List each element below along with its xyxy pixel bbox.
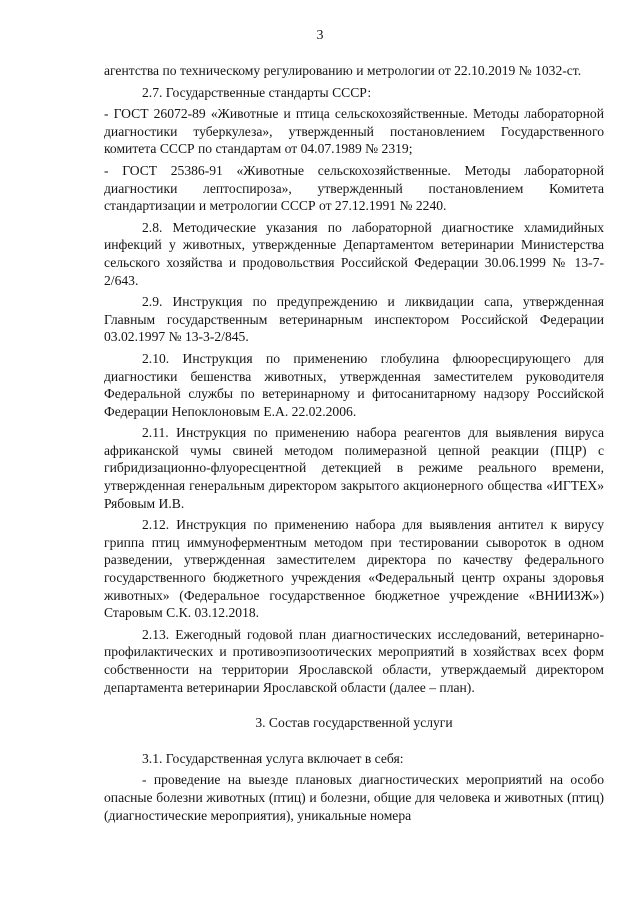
paragraph-2-11: 2.11. Инструкция по применению набора реагентов для выявления вируса африканской чумы свиней методом полимеразной цепной реакции (ПЦР) с гибридизационно-флуоресцентной детекцией в режиме реального времени, утвержденная генеральным директором закрытого акционерного общества «ИГТЕХ» Рябовым И.В. [104,425,604,511]
paragraph-2-13: 2.13. Ежегодный годовой план диагностических исследований, ветеринарно-профилактических и противоэпизоотических мероприятий в хозяйствах всех форм собственности на территории Ярославской области, утверждаемый директором департамента ветеринарии Ярославской области (далее – план). [104,626,604,695]
paragraph-2-9: 2.9. Инструкция по предупреждению и ликвидации сапа, утвержденная Главным государственным ветеринарным инспектором Российской Федерации 03.02.1997 № 13-3-2/845. [104,294,604,345]
paragraph-3-1-item: - проведение на выезде плановых диагностических мероприятий на особо опасные болезни животных (птиц) и болезни, общие для человека и животных (птиц) (диагностические мероприятия), уникальные номера [104,772,604,823]
paragraph-2-7: 2.7. Государственные стандарты СССР: [142,84,372,100]
paragraph-2-10: 2.10. Инструкция по применению глобулина флюоресцирующего для диагностики бешенства животных, утвержденная заместителем руководителя Федеральной службы по ветеринарному и фитосанитарному надзору Российской Федерации Непоклоновым Е.А. 22.02.2006. [104,350,604,419]
paragraph-continuation: агентства по техническому регулированию и метрологии от 22.10.2019 № 1032-ст. [104,63,582,78]
section-heading: 3. Состав государственной услуги [255,715,453,731]
document-body [104,62,604,824]
paragraph-2-8: 2.8. Методические указания по лабораторной диагностике хламидийных инфекций у животных, утвержденные Департаментом ветеринарии Министерства сельского хозяйства и продовольствия Российской Федерации 30.06.1999 № 13-7-2/643. [104,219,604,288]
paragraph-gost-26072: - ГОСТ 26072-89 «Животные и птица сельскохозяйственные. Методы лабораторной диагностики туберкулеза», утвержденный постановлением Государственного комитета СССР по стандартам от 04.07.1989 № 2319; [104,106,604,157]
paragraph-2-12: 2.12. Инструкция по применению набора для выявления антител к вирусу гриппа птиц иммуноферментным методом при тестировании сывороток в одном разведении, утвержденная заместителем директора по качеству федерального государственного бюджетного учреждения «Федеральный центр охраны здоровья животных» (Федеральное государственное бюджетное учреждение «ВНИИЗЖ») Старовым С.К. 03.12.2018. [104,517,604,621]
page-number: 3 [316,28,324,43]
paragraph-3-1: 3.1. Государственная услуга включает в себя: [142,750,404,766]
paragraph-gost-25386: - ГОСТ 25386-91 «Животные сельскохозяйственные. Методы лабораторной диагностики лептоспироза», утвержденный постановлением Комитета стандартизации и метрологии СССР от 27.12.1991 № 2240. [104,162,604,214]
